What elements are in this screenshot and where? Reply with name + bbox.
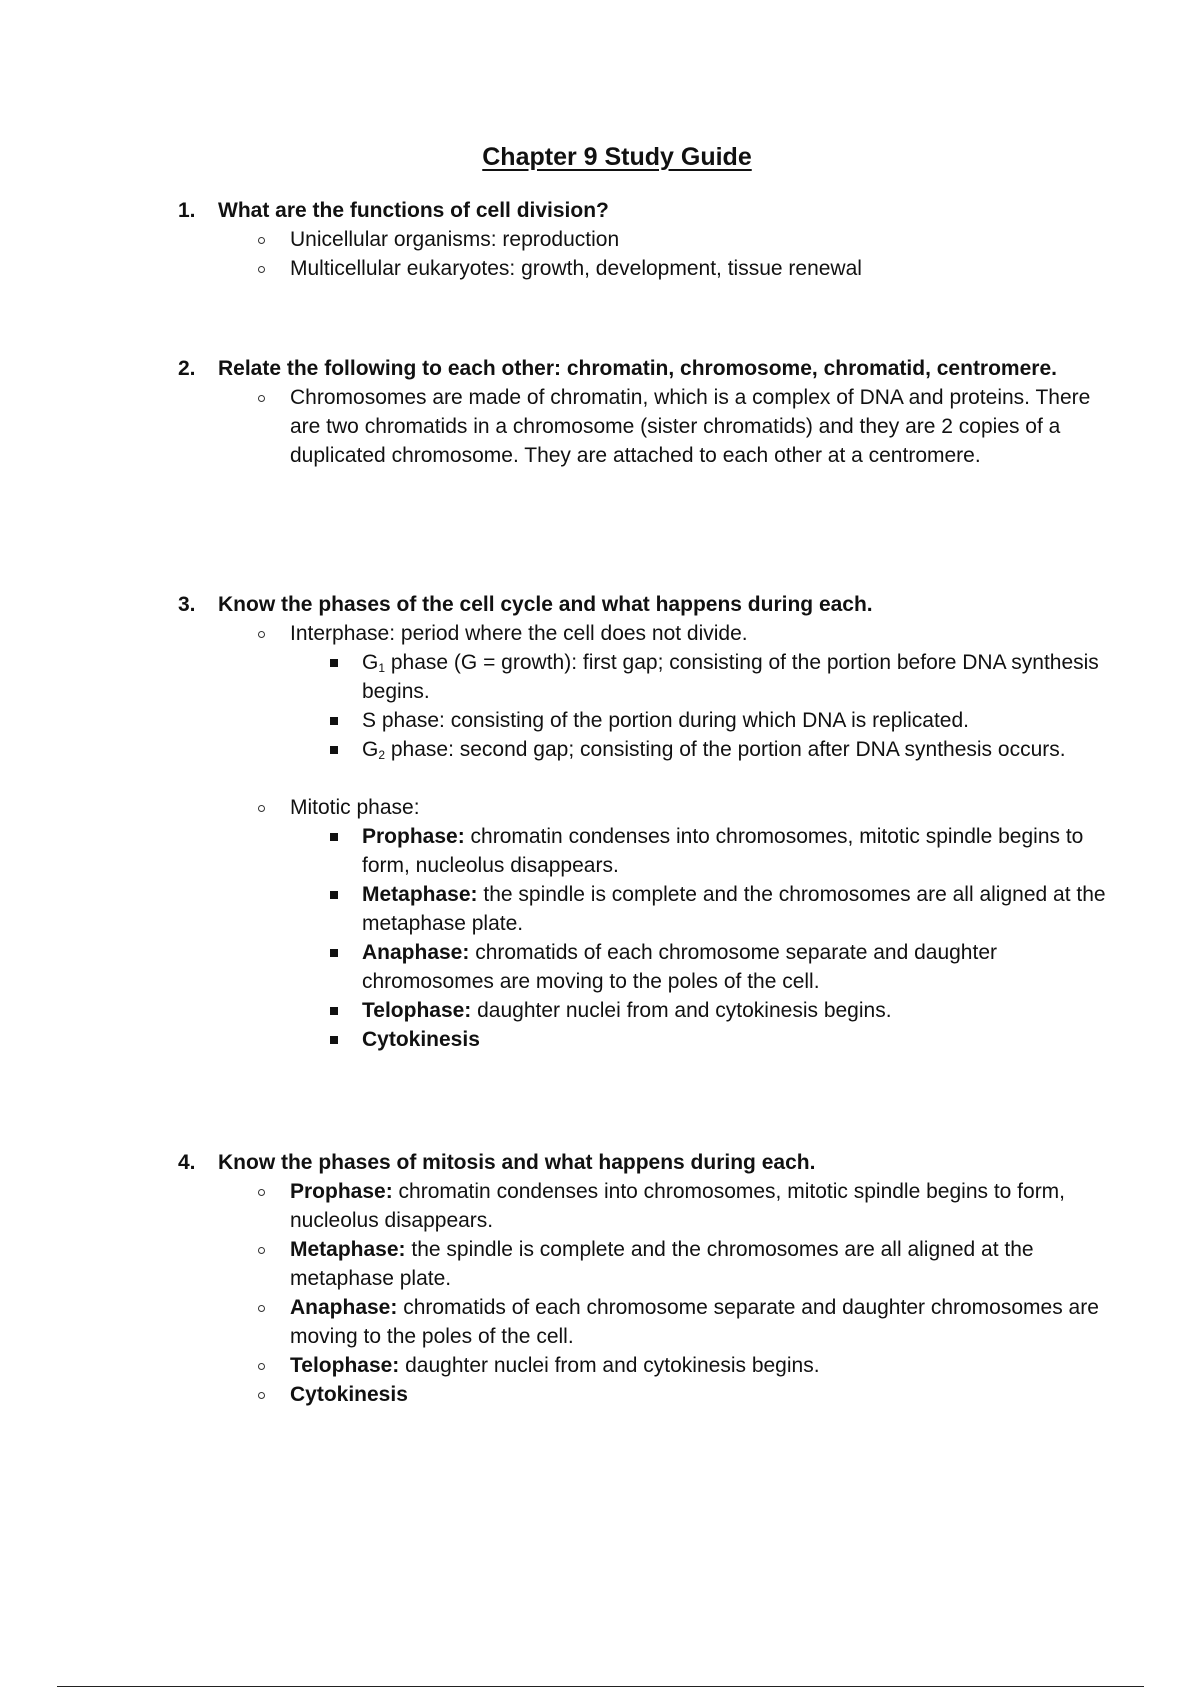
question-number: 3.	[178, 593, 196, 616]
list-item: Multicellular eukaryotes: growth, development, tissue renewal	[178, 254, 1118, 283]
list-item: Unicellular organisms: reproduction	[178, 225, 1118, 254]
list-item: Cytokinesis	[290, 1025, 1118, 1054]
question-text: Relate the following to each other: chromatin, chromosome, chromatid, centromere.	[218, 357, 1057, 380]
list-item: Prophase: chromatin condenses into chromosomes, mitotic spindle begins to form, nucleolus disappears.	[290, 822, 1118, 880]
question-text: Know the phases of the cell cycle and what happens during each.	[218, 593, 873, 616]
list-item-g2: $G_2$ phase: second gap; consisting of the portion after DNA synthesis occurs.	[290, 735, 1118, 764]
interphase-label: Interphase: period where the cell does not divide.	[290, 622, 748, 645]
list-item: Telophase: daughter nuclei from and cytokinesis begins.	[290, 996, 1118, 1025]
bottom-divider	[57, 1686, 1144, 1687]
answer-list	[178, 1177, 1118, 1409]
list-item: Metaphase: the spindle is complete and the chromosomes are all aligned at the metaphase plate.	[290, 880, 1118, 938]
list-item-mitotic	[178, 793, 1118, 1054]
question-2	[178, 354, 1118, 470]
mitotic-sublist	[290, 822, 1118, 1054]
question-number: 1.	[178, 199, 196, 222]
question-3	[178, 590, 1118, 1054]
question-1	[178, 196, 1118, 283]
question-number: 4.	[178, 1151, 196, 1174]
list-item: Anaphase: chromatids of each chromosome separate and daughter chromosomes are moving to the poles of the cell.	[290, 938, 1118, 996]
page-title: Chapter 9 Study Guide	[482, 143, 752, 171]
list-item: Cytokinesis	[178, 1380, 1118, 1409]
list-item: Telophase: daughter nuclei from and cytokinesis begins.	[178, 1351, 1118, 1380]
mitotic-label: Mitotic phase:	[290, 796, 420, 819]
answer-list	[178, 619, 1118, 1054]
question-text: What are the functions of cell division?	[218, 199, 609, 222]
question-number: 2.	[178, 357, 196, 380]
answer-list	[178, 225, 1118, 283]
question-text: Know the phases of mitosis and what happens during each.	[218, 1151, 816, 1174]
question-4	[178, 1148, 1118, 1409]
list-item: Chromosomes are made of chromatin, which is a complex of DNA and proteins. There are two chromatids in a chromosome (sister chromatids) and they are 2 copies of a duplicated chromosome. They are attached to each other at a centromere.	[178, 383, 1118, 470]
list-item-g1: $G_1$ phase (G = growth): first gap; consisting of the portion before DNA synthesis begins.	[290, 648, 1118, 706]
list-item: Anaphase: chromatids of each chromosome separate and daughter chromosomes are moving to the poles of the cell.	[178, 1293, 1118, 1351]
interphase-sublist	[290, 648, 1118, 764]
list-item: Metaphase: the spindle is complete and the chromosomes are all aligned at the metaphase plate.	[178, 1235, 1118, 1293]
list-item: Prophase: chromatin condenses into chromosomes, mitotic spindle begins to form, nucleolus disappears.	[178, 1177, 1118, 1235]
answer-list	[178, 383, 1118, 470]
list-item-s: S phase: consisting of the portion during which DNA is replicated.	[290, 706, 1118, 735]
list-item-interphase	[178, 619, 1118, 793]
